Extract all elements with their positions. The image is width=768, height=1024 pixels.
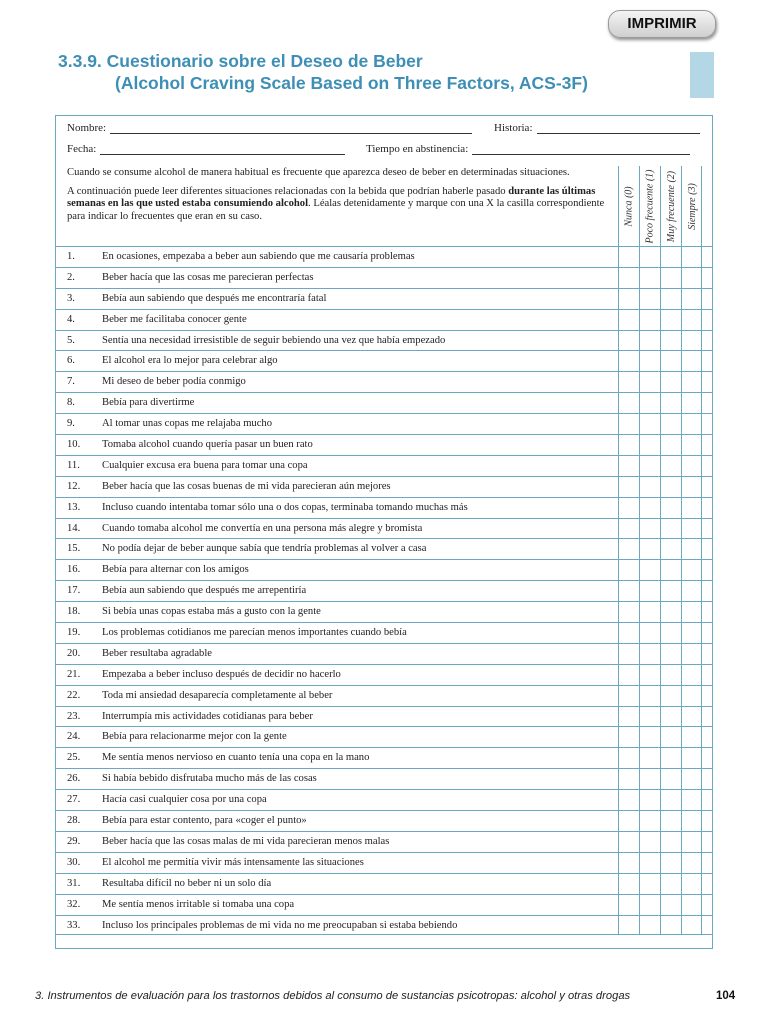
answer-checkbox[interactable] [681, 247, 702, 267]
answer-checkbox[interactable] [618, 372, 639, 392]
answer-checkbox[interactable] [618, 602, 639, 622]
answer-checkbox[interactable] [639, 769, 660, 789]
answer-checkbox[interactable] [639, 581, 660, 601]
question-row [56, 309, 712, 330]
question-number: 2. [67, 271, 75, 283]
answer-checkbox[interactable] [660, 351, 681, 371]
question-number: 25. [67, 752, 81, 764]
answer-checkbox[interactable] [681, 727, 702, 747]
answer-checkbox[interactable] [639, 644, 660, 664]
answer-checkbox[interactable] [618, 498, 639, 518]
answer-checkbox[interactable] [681, 351, 702, 371]
question-text: Bebía para alternar con los amigos [102, 564, 249, 576]
answer-checkbox[interactable] [660, 686, 681, 706]
answer-checkbox[interactable] [681, 874, 702, 894]
answer-checkbox[interactable] [660, 581, 681, 601]
question-text: Hacía casi cualquier cosa por una copa [102, 794, 267, 806]
answer-checkbox[interactable] [660, 832, 681, 852]
question-row [56, 622, 712, 643]
instructions-text: A continuación puede leer diferentes situaciones relacionadas con la bebida que podrían haberle pasado [67, 185, 509, 197]
question-row [56, 350, 712, 371]
question-row [56, 434, 712, 455]
answer-checkbox[interactable] [639, 811, 660, 831]
question-row [56, 330, 712, 351]
page-title [58, 50, 678, 94]
answer-checkbox[interactable] [660, 477, 681, 497]
question-text: Beber me facilitaba conocer gente [102, 313, 247, 325]
answer-checkbox[interactable] [618, 727, 639, 747]
answer-checkbox[interactable] [681, 498, 702, 518]
column-label: Nunca (0) [624, 185, 635, 227]
date-input-line[interactable] [100, 145, 345, 155]
answer-checkbox[interactable] [660, 393, 681, 413]
answer-checkbox[interactable] [618, 916, 639, 935]
question-number: 14. [67, 522, 81, 534]
question-text: Bebía para relacionarme mejor con la gente [102, 731, 287, 743]
answer-checkbox[interactable] [660, 707, 681, 727]
answer-checkbox[interactable] [618, 895, 639, 915]
question-row [56, 601, 712, 622]
answer-checkbox[interactable] [639, 519, 660, 539]
answer-checkbox[interactable] [681, 539, 702, 559]
question-number: 32. [67, 898, 81, 910]
answer-checkbox[interactable] [660, 247, 681, 267]
question-text: Resultaba difícil no beber ni un solo día [102, 877, 272, 889]
column-label: Poco frecuente (1) [645, 168, 657, 244]
date-field [67, 143, 349, 155]
question-row [56, 747, 712, 768]
question-text: Beber hacía que las cosas me parecieran perfectas [102, 271, 314, 283]
question-row [56, 246, 712, 267]
answer-checkbox[interactable] [639, 832, 660, 852]
question-row [56, 789, 712, 810]
title-line-2: (Alcohol Craving Scale Based on Three Factors, ACS-3F) [115, 73, 588, 93]
answer-checkbox[interactable] [639, 623, 660, 643]
question-text: Incluso cuando intentaba tomar sólo una o dos copas, terminaba tomando muchas más [102, 501, 468, 513]
answer-checkbox[interactable] [639, 372, 660, 392]
answer-checkbox[interactable] [681, 790, 702, 810]
question-text: Cualquier excusa era buena para tomar una copa [102, 459, 308, 471]
history-input-line[interactable] [537, 124, 700, 134]
answer-checkbox[interactable] [660, 602, 681, 622]
answer-checkbox[interactable] [660, 310, 681, 330]
print-button[interactable]: IMPRIMIR [608, 10, 716, 38]
answer-checkbox[interactable] [681, 310, 702, 330]
question-row [56, 455, 712, 476]
answer-checkbox[interactable] [639, 895, 660, 915]
answer-checkbox[interactable] [639, 247, 660, 267]
question-row [56, 267, 712, 288]
answer-checkbox[interactable] [639, 268, 660, 288]
answer-checkbox[interactable] [660, 331, 681, 351]
answer-checkbox[interactable] [681, 435, 702, 455]
abstinence-label: Tiempo en abstinencia: [366, 143, 469, 155]
question-text: Si bebía unas copas estaba más a gusto con la gente [102, 606, 321, 618]
name-field [67, 122, 476, 134]
answer-checkbox[interactable] [639, 477, 660, 497]
answer-checkbox[interactable] [660, 623, 681, 643]
answer-checkbox[interactable] [618, 331, 639, 351]
answer-checkbox[interactable] [681, 686, 702, 706]
question-row [56, 413, 712, 434]
answer-checkbox[interactable] [681, 519, 702, 539]
question-text: Bebía aun sabiendo que después me encontraría fatal [102, 292, 327, 304]
question-number: 21. [67, 668, 81, 680]
answer-checkbox[interactable] [639, 686, 660, 706]
question-row [56, 726, 712, 747]
question-row [56, 706, 712, 727]
question-row [56, 643, 712, 664]
instructions-paragraph-1: Cuando se consume alcohol de manera habitual es frecuente que aparezca deseo de beber en determinadas situaciones. [67, 167, 570, 178]
question-number: 13. [67, 501, 81, 513]
question-number: 5. [67, 334, 75, 346]
answer-checkbox[interactable] [660, 769, 681, 789]
answer-checkbox[interactable] [660, 727, 681, 747]
answer-checkbox[interactable] [618, 707, 639, 727]
question-text: Beber resultaba agradable [102, 647, 212, 659]
answer-checkbox[interactable] [618, 560, 639, 580]
name-input-line[interactable] [110, 124, 472, 134]
question-row [56, 831, 712, 852]
answer-checkbox[interactable] [618, 581, 639, 601]
question-number: 7. [67, 376, 75, 388]
question-text: Cuando tomaba alcohol me convertía en una persona más alegre y bromista [102, 522, 423, 534]
question-text: Incluso los principales problemas de mi vida no me preocupaban si estaba bebiendo [102, 919, 458, 931]
question-number: 11. [67, 459, 80, 471]
abstinence-input-line[interactable] [472, 145, 690, 155]
answer-checkbox[interactable] [639, 916, 660, 935]
question-text: Toda mi ansiedad desaparecía completamente al beber [102, 689, 333, 701]
question-text: Mi deseo de beber podía conmigo [102, 376, 246, 388]
response-column-headers [618, 166, 703, 246]
question-number: 12. [67, 480, 81, 492]
question-number: 28. [67, 815, 81, 827]
answer-checkbox[interactable] [681, 769, 702, 789]
answer-checkbox[interactable] [618, 623, 639, 643]
answer-checkbox[interactable] [618, 832, 639, 852]
answer-checkbox[interactable] [639, 310, 660, 330]
answer-checkbox[interactable] [618, 539, 639, 559]
title-line-1: 3.3.9. Cuestionario sobre el Deseo de Beber [58, 51, 423, 71]
question-number: 1. [67, 251, 75, 262]
answer-checkbox[interactable] [618, 435, 639, 455]
answer-checkbox[interactable] [618, 874, 639, 894]
question-text: Bebía para divertirme [102, 397, 195, 409]
answer-checkbox[interactable] [618, 456, 639, 476]
section-tab [690, 52, 714, 98]
column-header-poco-frecuente [639, 166, 660, 246]
answer-checkbox[interactable] [618, 811, 639, 831]
answer-checkbox[interactable] [660, 790, 681, 810]
history-field [494, 122, 704, 134]
question-number: 27. [67, 794, 81, 806]
answer-checkbox[interactable] [639, 331, 660, 351]
question-text: Tomaba alcohol cuando quería pasar un buen rato [102, 439, 313, 451]
answer-checkbox[interactable] [618, 351, 639, 371]
answer-checkbox[interactable] [660, 435, 681, 455]
question-row [56, 873, 712, 894]
question-row [56, 371, 712, 392]
answer-checkbox[interactable] [618, 853, 639, 873]
question-number: 26. [67, 773, 81, 785]
answer-checkbox[interactable] [618, 519, 639, 539]
answer-checkbox[interactable] [660, 539, 681, 559]
answer-checkbox[interactable] [681, 268, 702, 288]
answer-checkbox[interactable] [681, 289, 702, 309]
question-text: Bebía aun sabiendo que después me arrepentiría [102, 585, 307, 597]
answer-checkbox[interactable] [618, 393, 639, 413]
answer-checkbox[interactable] [660, 519, 681, 539]
question-number: 18. [67, 606, 81, 618]
answer-checkbox[interactable] [639, 727, 660, 747]
answer-checkbox[interactable] [660, 268, 681, 288]
answer-checkbox[interactable] [681, 414, 702, 434]
question-number: 20. [67, 647, 81, 659]
column-header-siempre [681, 166, 702, 246]
question-row [56, 580, 712, 601]
answer-checkbox[interactable] [618, 310, 639, 330]
question-row [56, 538, 712, 559]
question-number: 9. [67, 418, 75, 430]
question-row [56, 497, 712, 518]
question-row [56, 915, 712, 936]
answer-checkbox[interactable] [660, 560, 681, 580]
answer-checkbox[interactable] [639, 707, 660, 727]
answer-checkbox[interactable] [618, 268, 639, 288]
question-number: 8. [67, 397, 75, 409]
answer-checkbox[interactable] [618, 289, 639, 309]
answer-checkbox[interactable] [660, 289, 681, 309]
question-number: 16. [67, 564, 81, 576]
answer-checkbox[interactable] [660, 372, 681, 392]
answer-checkbox[interactable] [681, 456, 702, 476]
column-header-nunca [618, 166, 639, 246]
question-row [56, 476, 712, 497]
question-row [56, 894, 712, 915]
answer-checkbox[interactable] [681, 581, 702, 601]
answer-checkbox[interactable] [618, 644, 639, 664]
instructions-text-end: . Léalas detenidamente y marque con una X la casilla correspondiente para indicar lo frecuentes que eran en su caso. [67, 198, 605, 222]
question-text: No podía dejar de beber aunque sabía que tendría problemas al volver a casa [102, 543, 427, 555]
question-row [56, 288, 712, 309]
answer-checkbox[interactable] [639, 748, 660, 768]
answer-checkbox[interactable] [681, 372, 702, 392]
question-number: 29. [67, 835, 81, 847]
answer-checkbox[interactable] [660, 456, 681, 476]
answer-checkbox[interactable] [660, 644, 681, 664]
history-label: Historia: [494, 122, 533, 134]
footer-text: 3. Instrumentos de evaluación para los trastornos debidos al consumo de sustancias psicotropas: alcohol y otras drogas [35, 990, 631, 1002]
question-row [56, 664, 712, 685]
question-number: 3. [67, 292, 75, 304]
question-text: Me sentía menos irritable si tomaba una copa [102, 898, 295, 910]
answer-checkbox[interactable] [681, 707, 702, 727]
answer-checkbox[interactable] [618, 790, 639, 810]
answer-checkbox[interactable] [660, 414, 681, 434]
answer-checkbox[interactable] [639, 351, 660, 371]
column-label: Siempre (3) [687, 182, 698, 230]
answer-checkbox[interactable] [681, 832, 702, 852]
answer-checkbox[interactable] [681, 623, 702, 643]
question-row [56, 559, 712, 580]
instructions-emphasis: durante las últimas semanas en las que usted estaba consumiendo alcohol [67, 185, 596, 209]
answer-checkbox[interactable] [681, 895, 702, 915]
answer-checkbox[interactable] [639, 665, 660, 685]
question-number: 15. [67, 543, 81, 555]
answer-checkbox[interactable] [639, 393, 660, 413]
answer-checkbox[interactable] [639, 456, 660, 476]
answer-checkbox[interactable] [681, 602, 702, 622]
answer-checkbox[interactable] [639, 539, 660, 559]
answer-checkbox[interactable] [681, 665, 702, 685]
answer-checkbox[interactable] [639, 790, 660, 810]
answer-checkbox[interactable] [660, 811, 681, 831]
answer-checkbox[interactable] [639, 853, 660, 873]
answer-checkbox[interactable] [639, 414, 660, 434]
column-label: Muy frecuente (2) [666, 170, 678, 242]
question-text: Los problemas cotidianos me parecían menos importantes cuando bebía [102, 627, 407, 639]
answer-checkbox[interactable] [618, 769, 639, 789]
answer-checkbox[interactable] [618, 665, 639, 685]
answer-checkbox[interactable] [660, 853, 681, 873]
question-text: Empezaba a beber incluso después de decidir no hacerlo [102, 668, 341, 680]
question-row [56, 768, 712, 789]
answer-checkbox[interactable] [681, 560, 702, 580]
question-text: Beber hacía que las cosas malas de mi vida parecieran menos malas [102, 835, 390, 847]
answer-checkbox[interactable] [639, 289, 660, 309]
question-row [56, 810, 712, 831]
answer-checkbox[interactable] [639, 874, 660, 894]
question-row [56, 518, 712, 539]
answer-checkbox[interactable] [660, 874, 681, 894]
question-number: 24. [67, 731, 81, 743]
answer-checkbox[interactable] [618, 247, 639, 267]
answer-checkbox[interactable] [681, 393, 702, 413]
date-label: Fecha: [67, 143, 97, 155]
abstinence-field [366, 143, 694, 155]
page-number: 104 [716, 990, 736, 1002]
question-number: 30. [67, 856, 81, 868]
answer-checkbox[interactable] [681, 811, 702, 831]
column-header-muy-frecuente [660, 166, 681, 246]
question-number: 6. [67, 355, 75, 367]
question-number: 31. [67, 877, 81, 889]
name-label: Nombre: [67, 122, 107, 134]
instructions-paragraph-2 [67, 186, 612, 224]
question-text: El alcohol me permitía vivir más intensamente las situaciones [102, 856, 364, 868]
answer-checkbox[interactable] [660, 748, 681, 768]
answer-checkbox[interactable] [660, 895, 681, 915]
question-text: Bebía para estar contento, para «coger el punto» [102, 815, 307, 827]
answer-checkbox[interactable] [681, 477, 702, 497]
question-row [56, 852, 712, 873]
answer-checkbox[interactable] [618, 686, 639, 706]
answer-checkbox[interactable] [660, 916, 681, 935]
question-number: 33. [67, 919, 81, 931]
instructions [67, 167, 612, 229]
question-number: 10. [67, 439, 81, 451]
answer-checkbox[interactable] [639, 435, 660, 455]
answer-checkbox[interactable] [681, 644, 702, 664]
question-text: Me sentía menos nervioso en cuanto tenía una copa en la mano [102, 752, 370, 764]
answer-checkbox[interactable] [639, 498, 660, 518]
question-row [56, 392, 712, 413]
answer-checkbox[interactable] [681, 916, 702, 935]
question-text: Beber hacía que las cosas buenas de mi vida parecieran aún mejores [102, 480, 391, 492]
question-number: 19. [67, 627, 81, 639]
answer-checkbox[interactable] [681, 853, 702, 873]
question-text: Sentía una necesidad irresistible de seguir bebiendo una vez que había empezado [102, 334, 446, 346]
question-number: 17. [67, 585, 81, 597]
answer-checkbox[interactable] [618, 414, 639, 434]
question-text: Si había bebido disfrutaba mucho más de las cosas [102, 773, 317, 785]
answer-checkbox[interactable] [660, 665, 681, 685]
question-number: 23. [67, 710, 81, 722]
answer-checkbox[interactable] [639, 560, 660, 580]
question-list [56, 246, 712, 935]
question-number: 4. [67, 313, 75, 325]
question-text: Al tomar unas copas me relajaba mucho [102, 418, 273, 430]
answer-checkbox[interactable] [618, 748, 639, 768]
answer-checkbox[interactable] [681, 748, 702, 768]
question-text: En ocasiones, empezaba a beber aun sabiendo que me causaría problemas [102, 251, 415, 262]
question-text: El alcohol era lo mejor para celebrar algo [102, 355, 278, 367]
question-number: 22. [67, 689, 81, 701]
question-text: Interrumpía mis actividades cotidianas para beber [102, 710, 313, 722]
question-row [56, 685, 712, 706]
questionnaire-form [55, 115, 713, 949]
answer-checkbox[interactable] [639, 602, 660, 622]
answer-checkbox[interactable] [660, 498, 681, 518]
answer-checkbox[interactable] [618, 477, 639, 497]
answer-checkbox[interactable] [681, 331, 702, 351]
